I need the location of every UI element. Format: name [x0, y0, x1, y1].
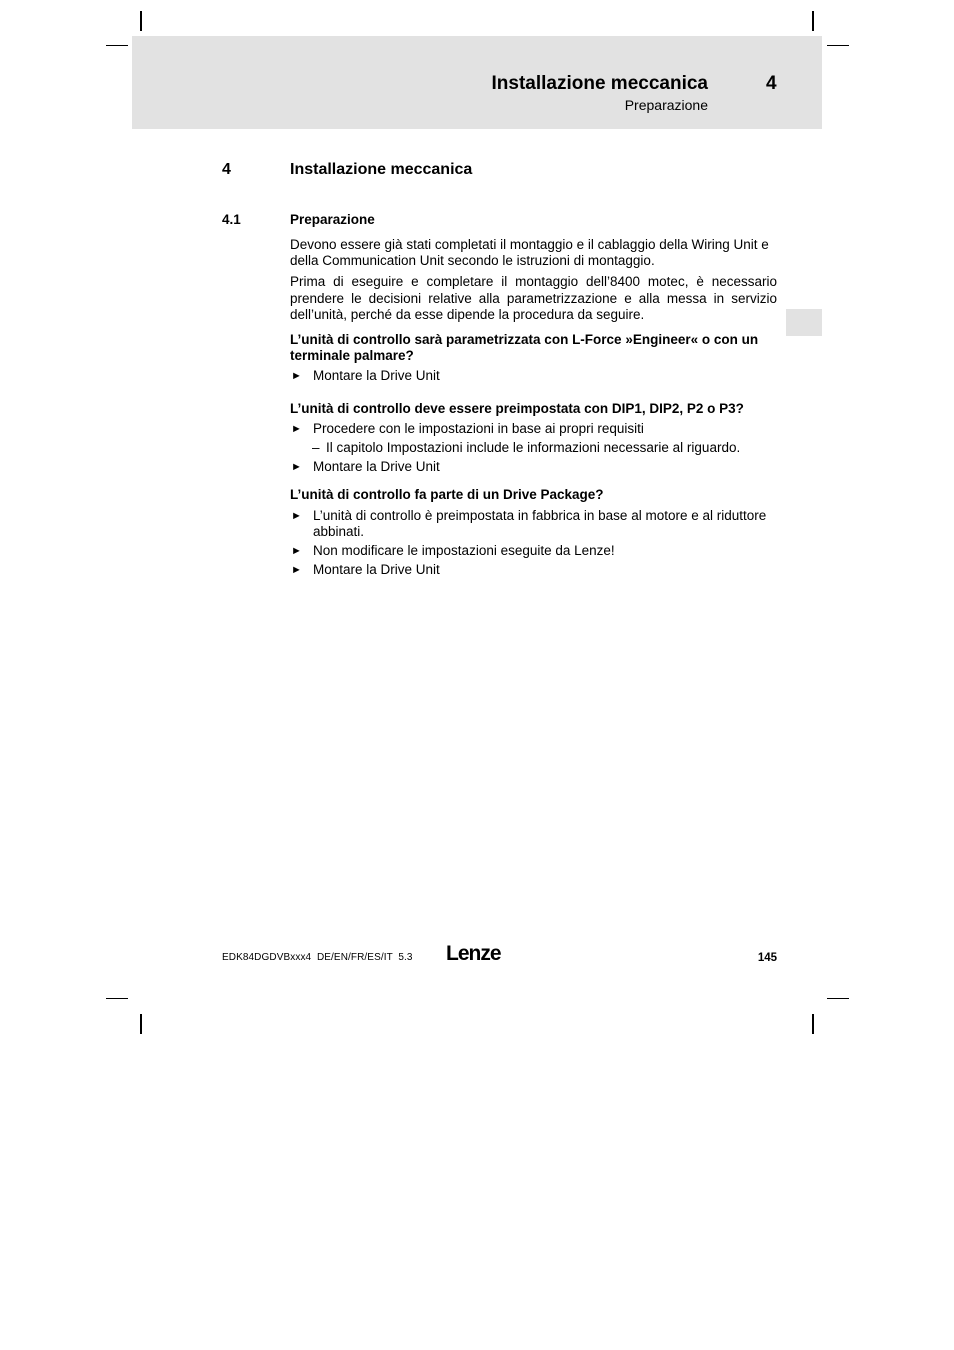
header-title: Installazione meccanica	[491, 73, 708, 94]
section-number: 4	[222, 161, 231, 178]
subsection-title: Preparazione	[290, 212, 375, 227]
bullet-arrow-icon: ►	[291, 564, 302, 577]
list-item: ► L’unità di controllo è preimpostata in fabbrica in base al motore e al riduttore abbinati.	[291, 507, 767, 539]
question-dip-switches: L’unità di controllo deve essere preimpostata con DIP1, DIP2, P2 o P3?	[290, 400, 744, 416]
question-drive-package: L’unità di controllo fa parte di un Drive Package?	[290, 487, 604, 503]
crop-mark-top-left-vertical	[140, 11, 142, 31]
bullet-arrow-icon: ►	[291, 422, 302, 435]
lenze-logo: Lenze	[446, 942, 501, 965]
footer-document-code: EDK84DGDVBxxx4 DE/EN/FR/ES/IT 5.3	[222, 952, 413, 963]
crop-mark-top-right-horizontal	[827, 45, 849, 46]
header-chapter-number: 4	[766, 73, 777, 94]
crop-mark-bottom-left-horizontal	[106, 998, 128, 999]
page-number: 145	[757, 952, 777, 964]
list-item: ► Non modificare le impostazioni eseguite da Lenze!	[291, 543, 615, 559]
subsection-number: 4.1	[222, 212, 241, 227]
section-title: Installazione meccanica	[290, 161, 473, 178]
body-content	[290, 237, 777, 581]
header-band	[132, 36, 822, 129]
bullet-arrow-icon: ►	[291, 545, 302, 558]
crop-mark-bottom-right-horizontal	[827, 998, 849, 999]
paragraph-intro: Devono essere già stati completati il montaggio e il cablaggio della Wiring Unit e della Communication Unit secondo le istruzioni di montaggio.	[290, 237, 769, 269]
list-item: ► Montare la Drive Unit	[291, 368, 440, 384]
bullet-arrow-icon: ►	[291, 509, 302, 522]
bullet-arrow-icon: ►	[291, 370, 302, 383]
list-item: ► Montare la Drive Unit	[291, 459, 440, 475]
crop-mark-top-left-horizontal	[106, 45, 128, 46]
list-item: ► Montare la Drive Unit	[291, 562, 440, 578]
list-item: ► Procedere con le impostazioni in base ai propri requisiti	[291, 420, 644, 436]
paragraph-decisions: Prima di eseguire e completare il montaggio dell’8400 motec, è necessario prendere le decisioni relative alla parametrizzazione e alla messa in servizio dell’unità, perché da esse dipende la procedura da seguire.	[290, 274, 777, 322]
question-engineer: L’unità di controllo sarà parametrizzata con L-Force »Engineer« o con un terminale palmare?	[290, 332, 759, 364]
dash-icon: –	[312, 440, 320, 456]
bullet-arrow-icon: ►	[291, 461, 302, 474]
list-subnote: – Il capitolo Impostazioni include le informazioni necessarie al riguardo.	[312, 440, 741, 456]
crop-mark-bottom-right-vertical	[812, 1014, 814, 1034]
crop-mark-top-right-vertical	[812, 11, 814, 31]
header-subtitle: Preparazione	[624, 97, 708, 113]
crop-mark-bottom-left-vertical	[140, 1014, 142, 1034]
chapter-side-tab	[786, 309, 822, 336]
